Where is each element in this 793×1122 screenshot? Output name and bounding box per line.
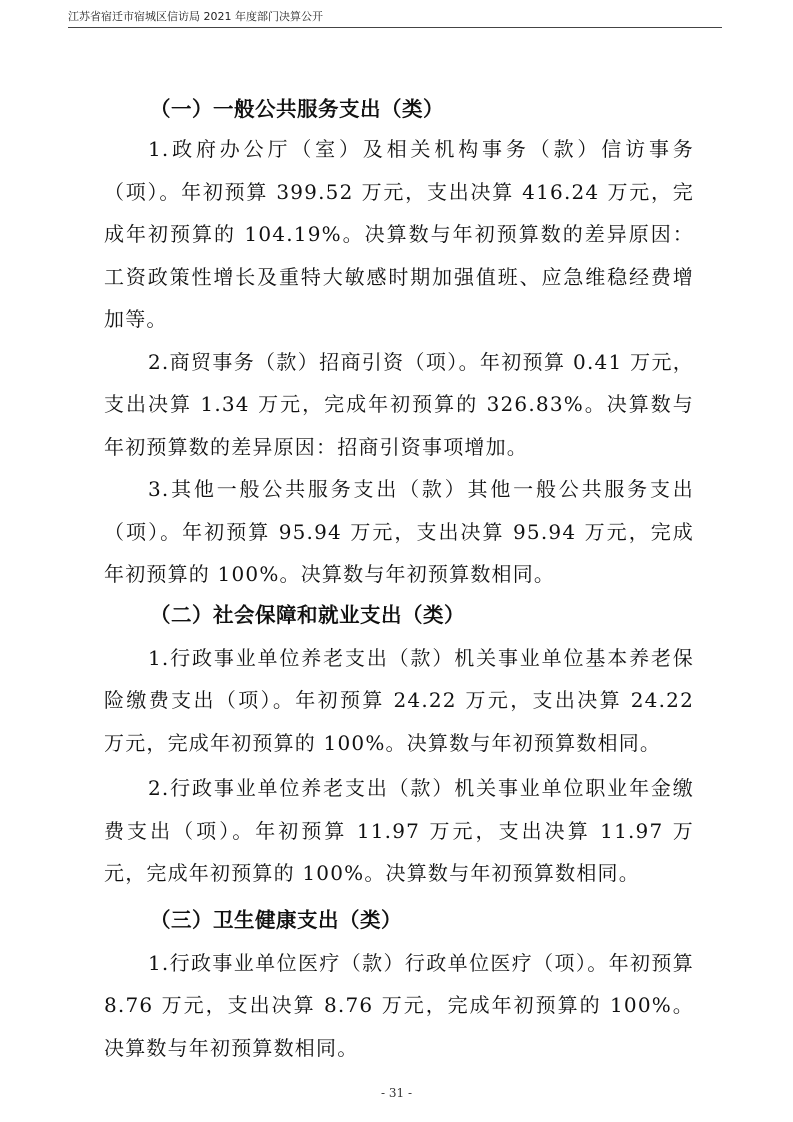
paragraph-administrative-medical: 1.行政事业单位医疗（款）行政单位医疗（项）。年初预算 8.76 万元，支出决算 8.76 万元，完成年初预算的 100%。决算数与年初预算数相同。: [104, 950, 694, 1060]
paragraph-basic-pension: 1.行政事业单位养老支出（款）机关事业单位基本养老保险缴费支出（项）。年初预算 24.22 万元，支出决算 24.22 万元，完成年初预算的 100%。决算数与年初预算数相同。: [104, 645, 694, 755]
paragraph-other-public-services: 3.其他一般公共服务支出（款）其他一般公共服务支出（项）。年初预算 95.94 万元，支出决算 95.94 万元，完成年初预算的 100%。决算数与年初预算数相同。: [104, 477, 694, 586]
section-heading-general-public-services: （一）一般公共服务支出（类）: [150, 97, 444, 121]
section-heading-health: （三）卫生健康支出（类）: [150, 907, 402, 932]
section-heading-social-security: （二）社会保障和就业支出（类）: [150, 602, 465, 627]
page-number: - 31 -: [380, 1086, 412, 1100]
paragraph-investment-promotion: 2.商贸事务（款）招商引资（项）。年初预算 0.41 万元，支出决算 1.34 万元，完成年初预算的 326.83%。决算数与年初预算数的差异原因：招商引资事项增加。: [104, 349, 694, 459]
document-body: [104, 90, 694, 1069]
header-rule: [68, 27, 722, 28]
paragraph-occupational-annuity: 2.行政事业单位养老支出（款）机关事业单位职业年金缴费支出（项）。年初预算 11.97 万元，支出决算 11.97 万元，完成年初预算的 100%。决算数与年初预算数相同。: [104, 776, 694, 885]
running-header: 江苏省宿迁市宿城区信访局 2021 年度部门决算公开: [68, 10, 323, 23]
paragraph-petition-affairs: 1.政府办公厅（室）及相关机构事务（款）信访事务（项）。年初预算 399.52 万元，支出决算 416.24 万元，完成年初预算的 104.19%。决算数与年初预算数的差异原因：工资政策性增长及重特大敏感时期加强值班、应急维稳经费增加等。: [104, 137, 694, 331]
